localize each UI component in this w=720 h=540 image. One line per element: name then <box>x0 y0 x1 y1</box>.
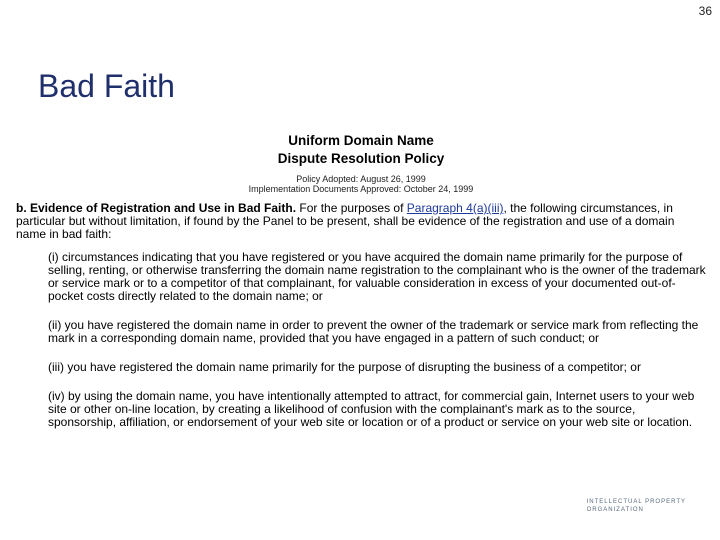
circumstance-item: (iv) by using the domain name, you have intentionally attempted to attract, for commercial gain, Internet users to your web site or other on-line location, by creating a likelihood of confusion with the complainant's mark as to the source, sponsorship, affiliation, or endorsement of your web site or location or of a product or service on your web site or location. <box>48 389 695 429</box>
intro-text-after-link: , the following circumstances, in particular but without limitation, if found by the Panel to be present, shall be evidence of the registration and use of a domain name in bad faith: <box>16 201 675 241</box>
policy-title <box>16 132 706 168</box>
circumstance-item: (iii) you have registered the domain name primarily for the purpose of disrupting the business of a competitor; or <box>48 360 641 374</box>
circumstance-item: (ii) you have registered the domain name in order to prevent the owner of the trademark or service mark from reflecting the mark in a corresponding domain name, provided that you have engaged in a pattern of such conduct; or <box>48 318 699 345</box>
organization-logo <box>587 498 686 514</box>
slide-title: Bad Faith <box>38 68 175 104</box>
page-number: 36 <box>698 4 712 18</box>
bad-faith-circumstances-list <box>48 251 706 429</box>
logo-line-2: ORGANIZATION <box>586 507 644 513</box>
policy-title-line-2: Dispute Resolution Policy <box>277 151 445 166</box>
intro-paragraph <box>16 202 706 241</box>
policy-dates <box>16 174 706 194</box>
intro-text-before-link: For the purposes of <box>296 201 407 215</box>
section-heading: b. Evidence of Registration and Use in Bad Faith. <box>16 201 297 215</box>
policy-title-line-1: Uniform Domain Name <box>288 133 434 148</box>
policy-excerpt <box>16 132 706 445</box>
circumstance-item: (i) circumstances indicating that you have registered or you have acquired the domain name primarily for the purpose of selling, renting, or otherwise transferring the domain name registration to the complainant who is the owner of the trademark or service mark or to a competitor of that complainant, for valuable consideration in excess of your documented out-of-pocket costs directly related to the domain name; or <box>48 250 706 303</box>
implementation-approved-date: Implementation Documents Approved: October 24, 1999 <box>248 184 474 194</box>
policy-adopted-date: Policy Adopted: August 26, 1999 <box>296 174 426 184</box>
logo-line-1: INTELLECTUAL PROPERTY <box>586 499 686 505</box>
paragraph-4aiii-link[interactable]: Paragraph 4(a)(iii) <box>406 201 504 215</box>
